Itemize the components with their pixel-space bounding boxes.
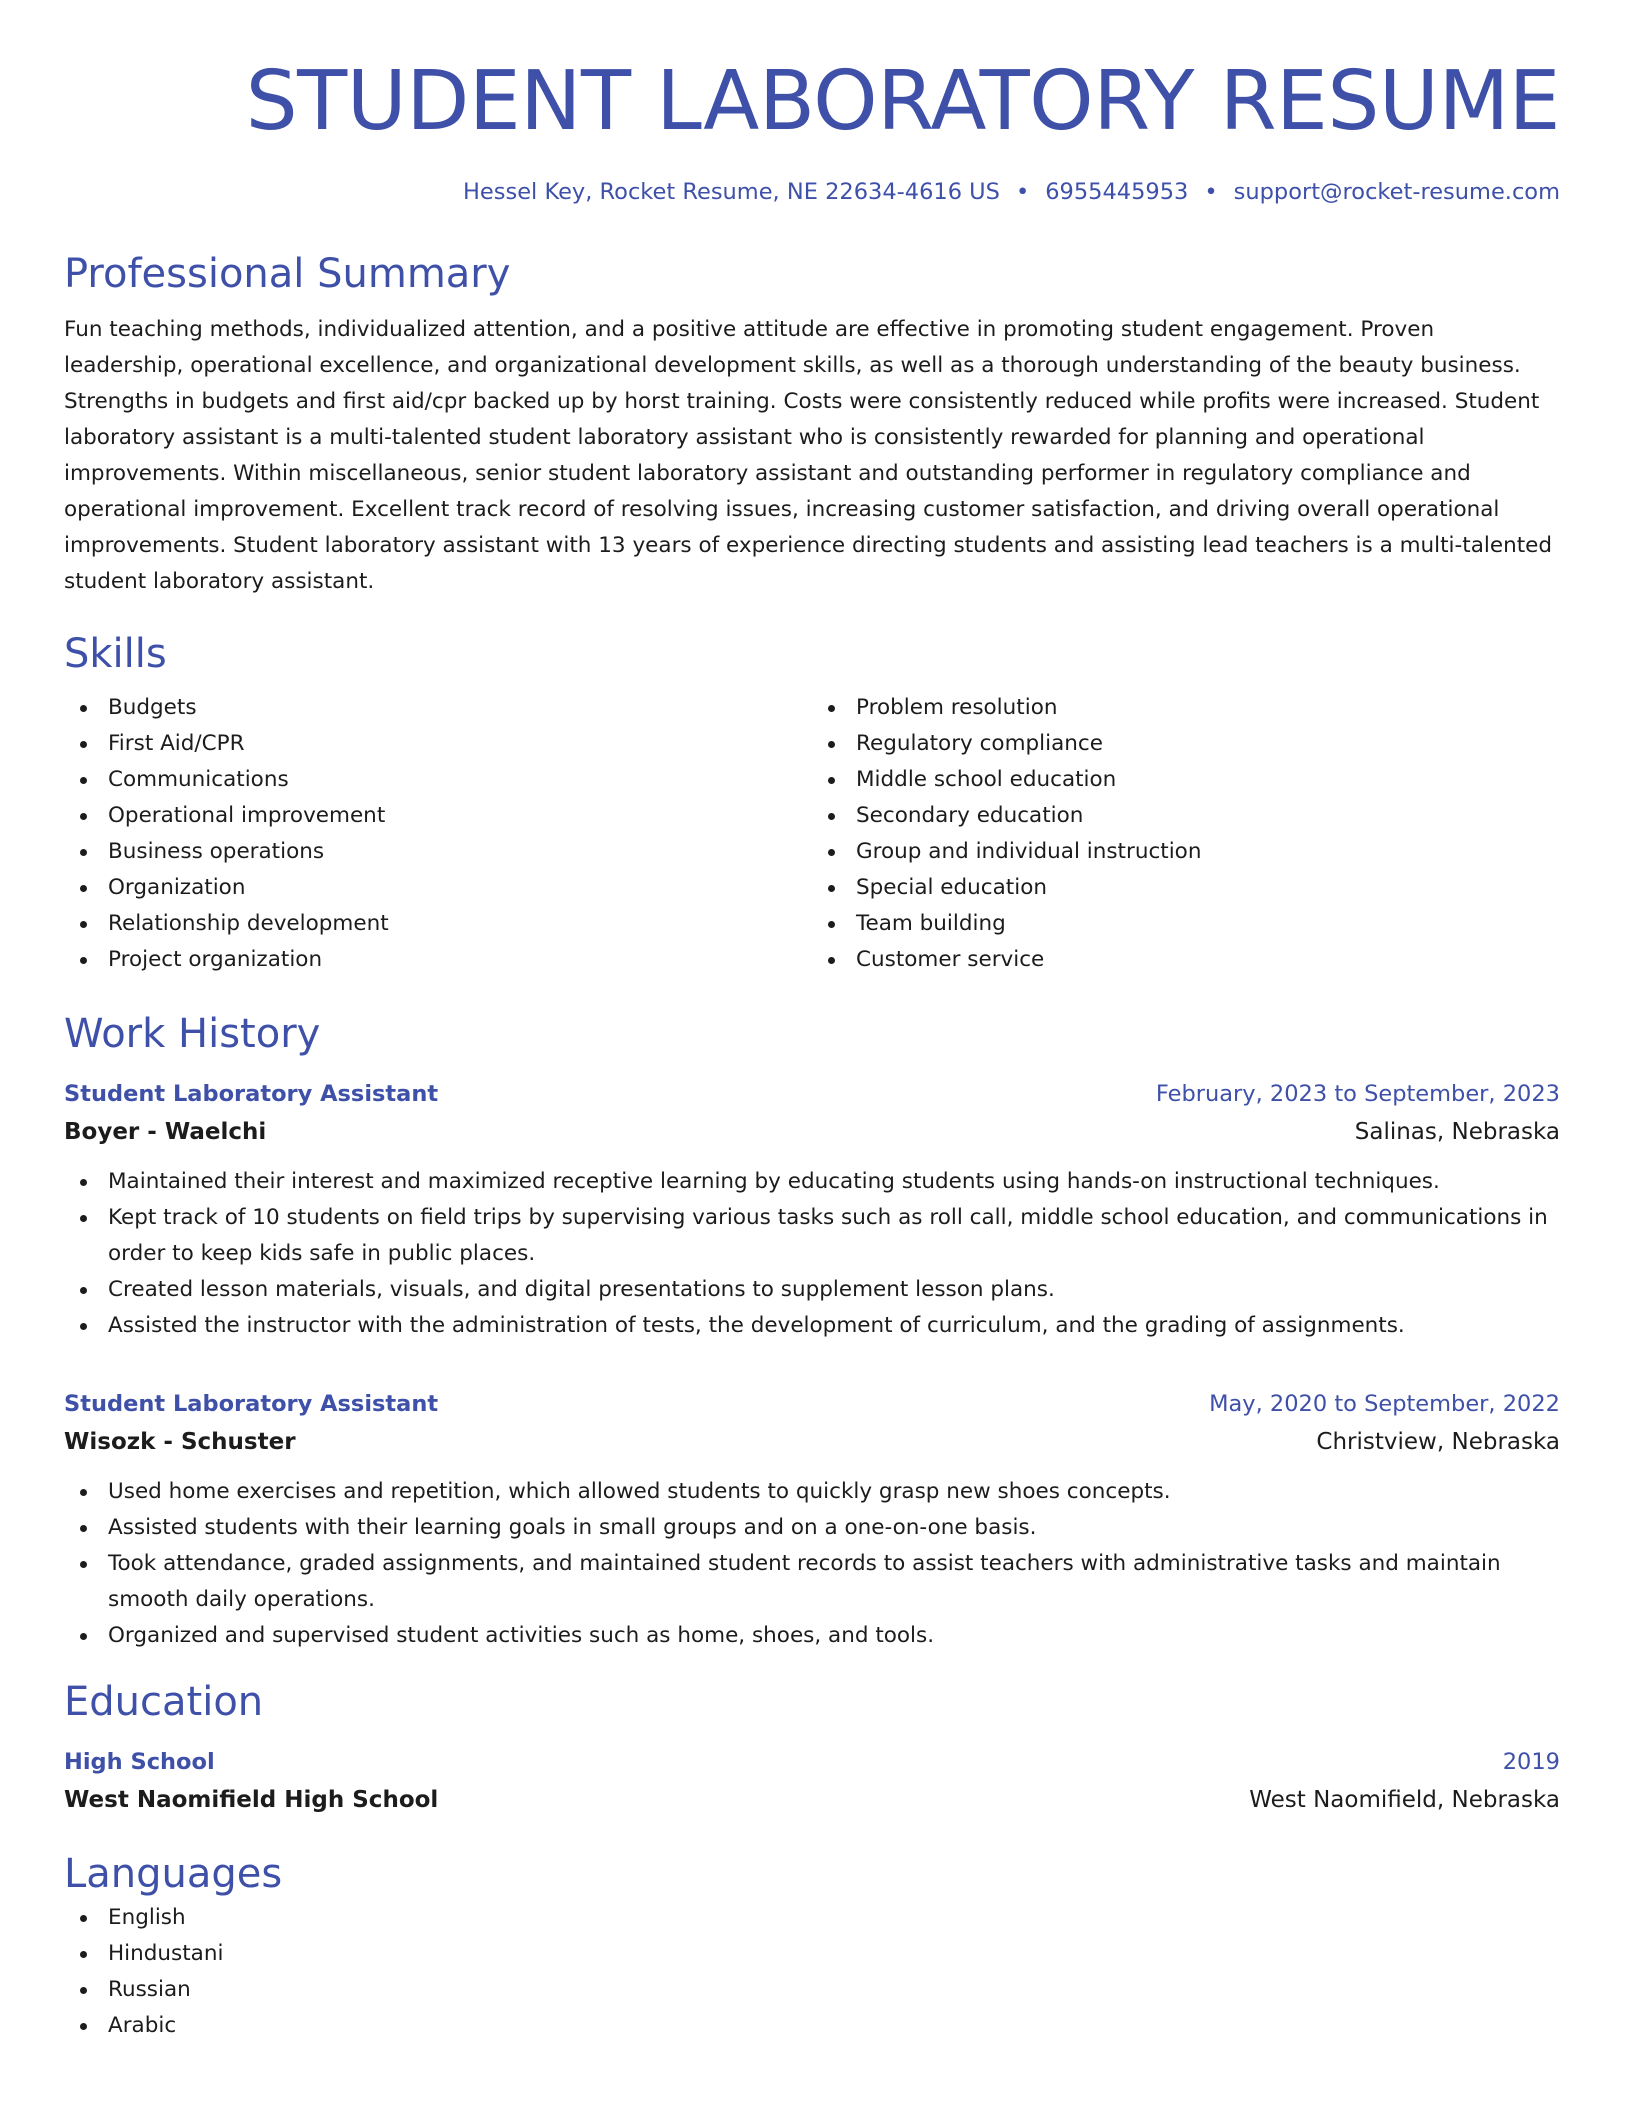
contact-separator: • (1204, 179, 1218, 205)
education-school-row (64, 1780, 1560, 1820)
job-location: Salinas, Nebraska (1354, 1119, 1560, 1145)
job-bullets (64, 1474, 1560, 1654)
language-item: Hindustani (64, 1936, 1560, 1972)
skills-left-column (64, 690, 812, 978)
job-bullet: Assisted the instructor with the administration of tests, the development of curriculum, and the grading of assignments. (64, 1308, 1560, 1344)
job-company-row (64, 1112, 1560, 1152)
summary-heading: Professional Summary (64, 251, 511, 297)
skill-item: Operational improvement (64, 798, 812, 834)
contact-line (64, 176, 1560, 208)
skill-item: Communications (64, 762, 812, 798)
language-item: Russian (64, 1972, 1560, 2008)
job-entry (64, 1076, 1560, 1344)
language-item: English (64, 1900, 1560, 1936)
education-school: West Naomifield High School (64, 1787, 439, 1813)
job-bullet: Took attendance, graded assignments, and maintained student records to assist teachers with administrative tasks and maintain smooth daily operations. (64, 1546, 1560, 1618)
job-bullet: Organized and supervised student activities such as home, shoes, and tools. (64, 1618, 1560, 1654)
skill-item: Special education (812, 870, 1560, 906)
job-title: Student Laboratory Assistant (64, 1081, 439, 1107)
education-location: West Naomifield, Nebraska (1249, 1787, 1560, 1813)
skill-item: Problem resolution (812, 690, 1560, 726)
job-company-row (64, 1422, 1560, 1462)
job-bullets (64, 1164, 1560, 1344)
job-bullet: Kept track of 10 students on field trips by supervising various tasks such as roll call, middle school education, and communications in order to keep kids safe in public places. (64, 1200, 1560, 1272)
job-bullet: Maintained their interest and maximized receptive learning by educating students using hands-on instructional techniques. (64, 1164, 1560, 1200)
education-header-row (64, 1744, 1560, 1780)
skill-item: Budgets (64, 690, 812, 726)
job-header-row (64, 1386, 1560, 1422)
education-degree: High School (64, 1749, 215, 1775)
contact-phone: 6955445953 (1045, 179, 1189, 205)
skill-item: Secondary education (812, 798, 1560, 834)
skills-heading: Skills (64, 631, 167, 677)
skill-item: Customer service (812, 942, 1560, 978)
job-bullet: Used home exercises and repetition, which allowed students to quickly grasp new shoes concepts. (64, 1474, 1560, 1510)
job-dates: February, 2023 to September, 2023 (1155, 1081, 1560, 1107)
education-heading: Education (64, 1679, 264, 1725)
resume-page (64, 0, 1560, 2044)
education-year: 2019 (1502, 1749, 1560, 1775)
skills-grid (64, 690, 1560, 978)
skill-item: Business operations (64, 834, 812, 870)
job-bullet: Assisted students with their learning goals in small groups and on a one-on-one basis. (64, 1510, 1560, 1546)
skill-item: Regulatory compliance (812, 726, 1560, 762)
contact-address: Hessel Key, Rocket Resume, NE 22634-4616 US (463, 179, 1000, 205)
skill-item: Middle school education (812, 762, 1560, 798)
job-bullet: Created lesson materials, visuals, and digital presentations to supplement lesson plans. (64, 1272, 1560, 1308)
job-company: Wisozk - Schuster (64, 1429, 296, 1455)
contact-email: support@rocket-resume.com (1233, 179, 1560, 205)
resume-title: STUDENT LABORATORY RESUME (245, 54, 1560, 149)
skill-item: Organization (64, 870, 812, 906)
job-header-row (64, 1076, 1560, 1112)
skill-item: First Aid/CPR (64, 726, 812, 762)
job-location: Christview, Nebraska (1316, 1429, 1560, 1455)
skill-item: Team building (812, 906, 1560, 942)
job-title: Student Laboratory Assistant (64, 1391, 439, 1417)
job-company: Boyer - Waelchi (64, 1119, 267, 1145)
work-history-heading: Work History (64, 1011, 321, 1057)
languages-heading: Languages (64, 1851, 283, 1897)
skill-item: Group and individual instruction (812, 834, 1560, 870)
job-entry (64, 1386, 1560, 1654)
language-item: Arabic (64, 2008, 1560, 2044)
job-dates: May, 2020 to September, 2022 (1209, 1391, 1560, 1417)
languages-list (64, 1900, 1560, 2044)
education-entry (64, 1744, 1560, 1820)
skill-item: Project organization (64, 942, 812, 978)
contact-separator: • (1015, 179, 1030, 205)
skills-right-column (812, 690, 1560, 978)
summary-text: Fun teaching methods, individualized attention, and a positive attitude are effective in promoting student engagement. Proven leadership, operational excellence, and organizational development skills, as well as a thorough understanding of the beauty business. Strengths in budgets and first aid/cpr backed up by horst training. Costs were consistently reduced while profits were increased. Student laboratory assistant is a multi-talented student laboratory assistant who is consistently rewarded for planning and operational improvements. Within miscellaneous, senior student laboratory assistant and outstanding performer in regulatory compliance and operational improvement. Excellent track record of resolving issues, increasing customer satisfaction, and driving overall operational improvements. Student laboratory assistant with 13 years of experience directing students and assisting lead teachers is a multi-talented student laboratory assistant. (64, 317, 1553, 594)
skill-item: Relationship development (64, 906, 812, 942)
